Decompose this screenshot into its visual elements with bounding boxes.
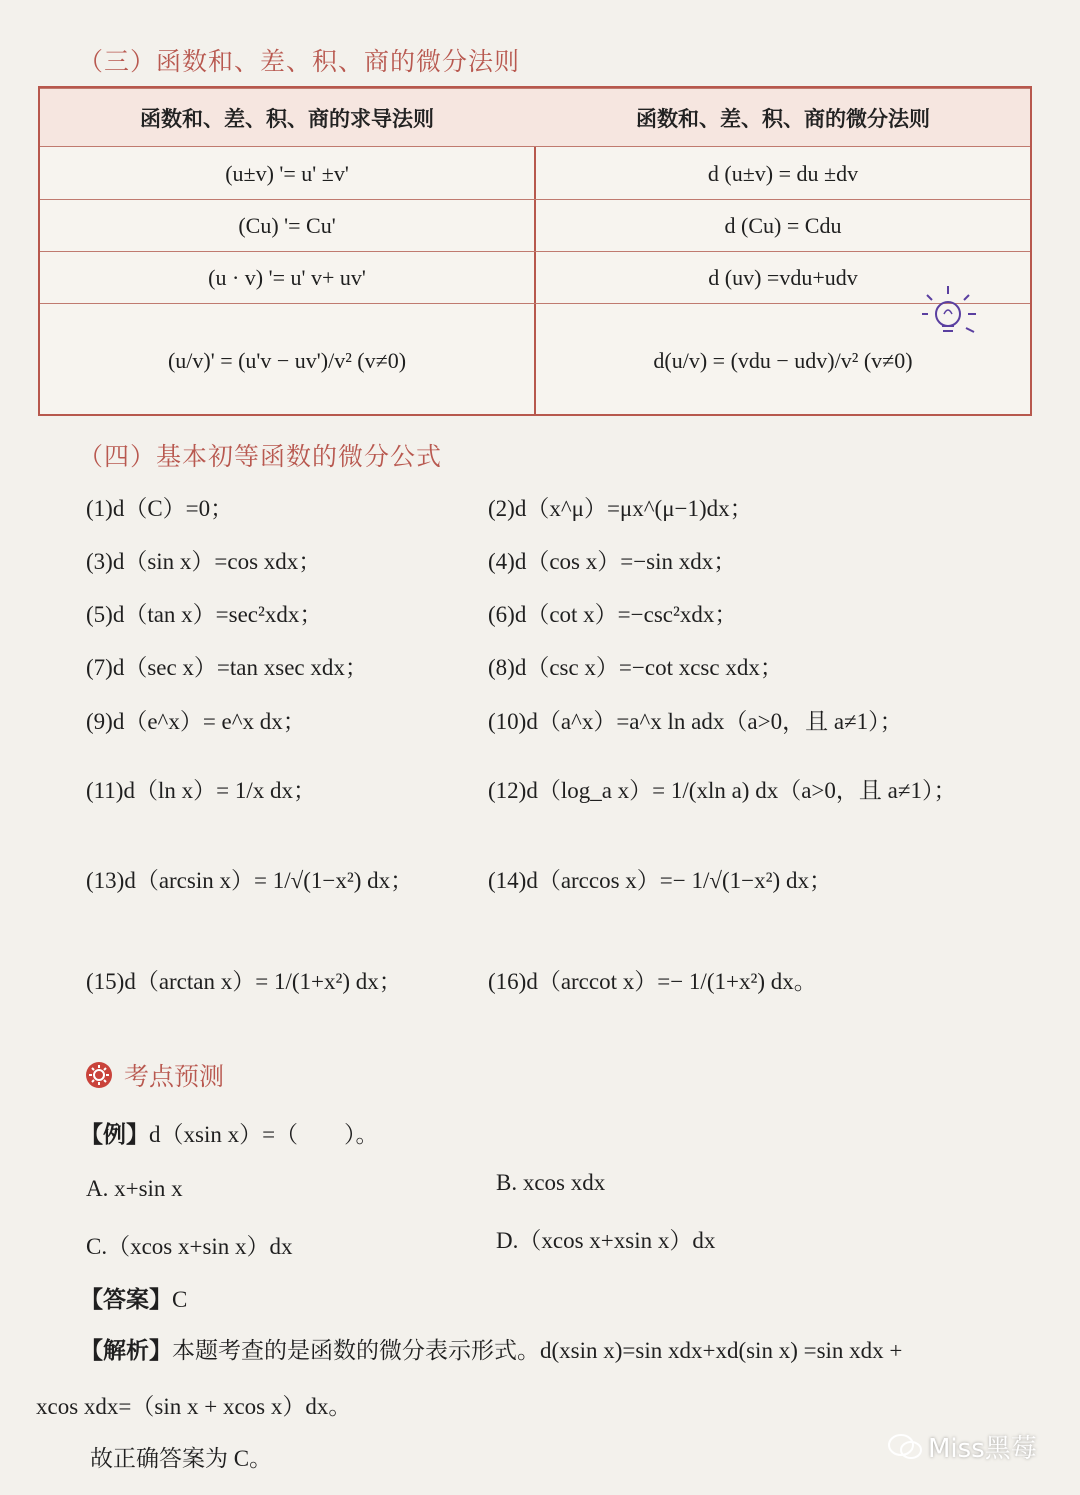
option-a: A. x+sin x xyxy=(86,1176,183,1201)
section-4-title: （四）基本初等函数的微分公式 xyxy=(78,442,443,471)
option-b: B. xcos xdx xyxy=(496,1170,606,1195)
table-row xyxy=(40,199,1030,252)
differentiation-rules-table xyxy=(38,86,1032,416)
formula-16: (16)d（arccot x）=− 1/(1+x²) dx。 xyxy=(488,969,817,994)
example-question: d（xsin x）=（ ）。 xyxy=(149,1122,379,1147)
table-header-row xyxy=(40,88,1030,147)
formula-10: (10)d（a^x）=a^x ln adx（a>0，且 a≠1）； xyxy=(488,709,903,734)
lightbulb-doodle-icon xyxy=(920,284,982,354)
section-3-title: （三）函数和、差、积、商的微分法则 xyxy=(78,47,521,76)
differential-rule-constant: d (Cu) = Cdu xyxy=(724,213,842,238)
answer-label: 【答案】 xyxy=(80,1287,172,1313)
formula-3: (3)d（sin x）=cos xdx； xyxy=(86,549,322,574)
example-question-line xyxy=(80,1116,379,1149)
sun-badge-icon xyxy=(84,1060,114,1090)
answer-value: C xyxy=(172,1287,188,1312)
table-row xyxy=(40,146,1030,200)
watermark xyxy=(888,1428,1037,1465)
analysis-text-1: 本题考查的是函数的微分表示形式。d(xsin x)=sin xdx+xd(sin x) =sin xdx + xyxy=(172,1338,903,1363)
formula-2: (2)d（x^μ）=μx^(μ−1)dx； xyxy=(488,496,753,521)
formula-15: (15)d（arctan x）= 1/(1+x²) dx； xyxy=(86,969,402,994)
formula-14: (14)d（arccos x）=− 1/√(1−x²) dx； xyxy=(488,868,832,893)
analysis-line-1 xyxy=(80,1332,902,1365)
option-d: D.（xcos x+xsin x）dx xyxy=(496,1228,716,1253)
header-right: 函数和、差、积、商的微分法则 xyxy=(636,107,930,131)
table-row xyxy=(40,303,1030,417)
formula-12: (12)d（log_a x）= 1/(xln a) dx（a>0，且 a≠1）； xyxy=(488,778,957,803)
formula-9: (9)d（e^x）= e^x dx； xyxy=(86,709,306,734)
prediction-heading xyxy=(84,1057,224,1093)
derivative-rule-sum: (u±v) '= u' ±v' xyxy=(225,160,349,186)
header-left: 函数和、差、积、商的求导法则 xyxy=(140,107,434,131)
answer-line xyxy=(80,1281,187,1314)
prediction-title: 考点预测 xyxy=(124,1062,225,1091)
differential-rule-sum: d (u±v) = du ±dv xyxy=(707,160,859,186)
formula-5: (5)d（tan x）=sec²xdx； xyxy=(86,602,323,627)
formula-13: (13)d（arcsin x）= 1/√(1−x²) dx； xyxy=(86,868,414,893)
wechat-icon xyxy=(888,1433,922,1461)
formula-7: (7)d（sec x）=tan xsec xdx； xyxy=(86,655,368,680)
formula-6: (6)d（cot x）=−csc²xdx； xyxy=(488,602,738,627)
watermark-text: Miss黑莓 xyxy=(928,1434,1037,1464)
analysis-label: 【解析】 xyxy=(80,1338,172,1364)
formula-1: (1)d（C）=0； xyxy=(86,496,234,521)
differential-rule-product: d (uv) =vdu+udv xyxy=(708,265,858,290)
derivative-rule-product: (u · v) '= u' v+ uv' xyxy=(208,265,366,290)
analysis-text-2: xcos xdx=（sin x + xcos x）dx。 xyxy=(36,1394,352,1419)
formula-8: (8)d（csc x）=−cot xcsc xdx； xyxy=(488,655,783,680)
differential-rule-quotient: d(u/v) = (vdu − udv)/v² (v≠0) xyxy=(653,347,913,373)
analysis-text-3: 故正确答案为 C。 xyxy=(90,1446,273,1471)
derivative-rule-constant: (Cu) '= Cu' xyxy=(238,213,336,238)
derivative-rule-quotient: (u/v)' = (u'v − uv')/v² (v≠0) xyxy=(167,347,407,373)
example-label: 【例】 xyxy=(80,1122,149,1148)
formula-11: (11)d（ln x）= 1/x dx； xyxy=(86,778,316,803)
option-c: C.（xcos x+sin x）dx xyxy=(86,1234,293,1259)
formula-4: (4)d（cos x）=−sin xdx； xyxy=(488,549,737,574)
table-row xyxy=(40,251,1030,304)
